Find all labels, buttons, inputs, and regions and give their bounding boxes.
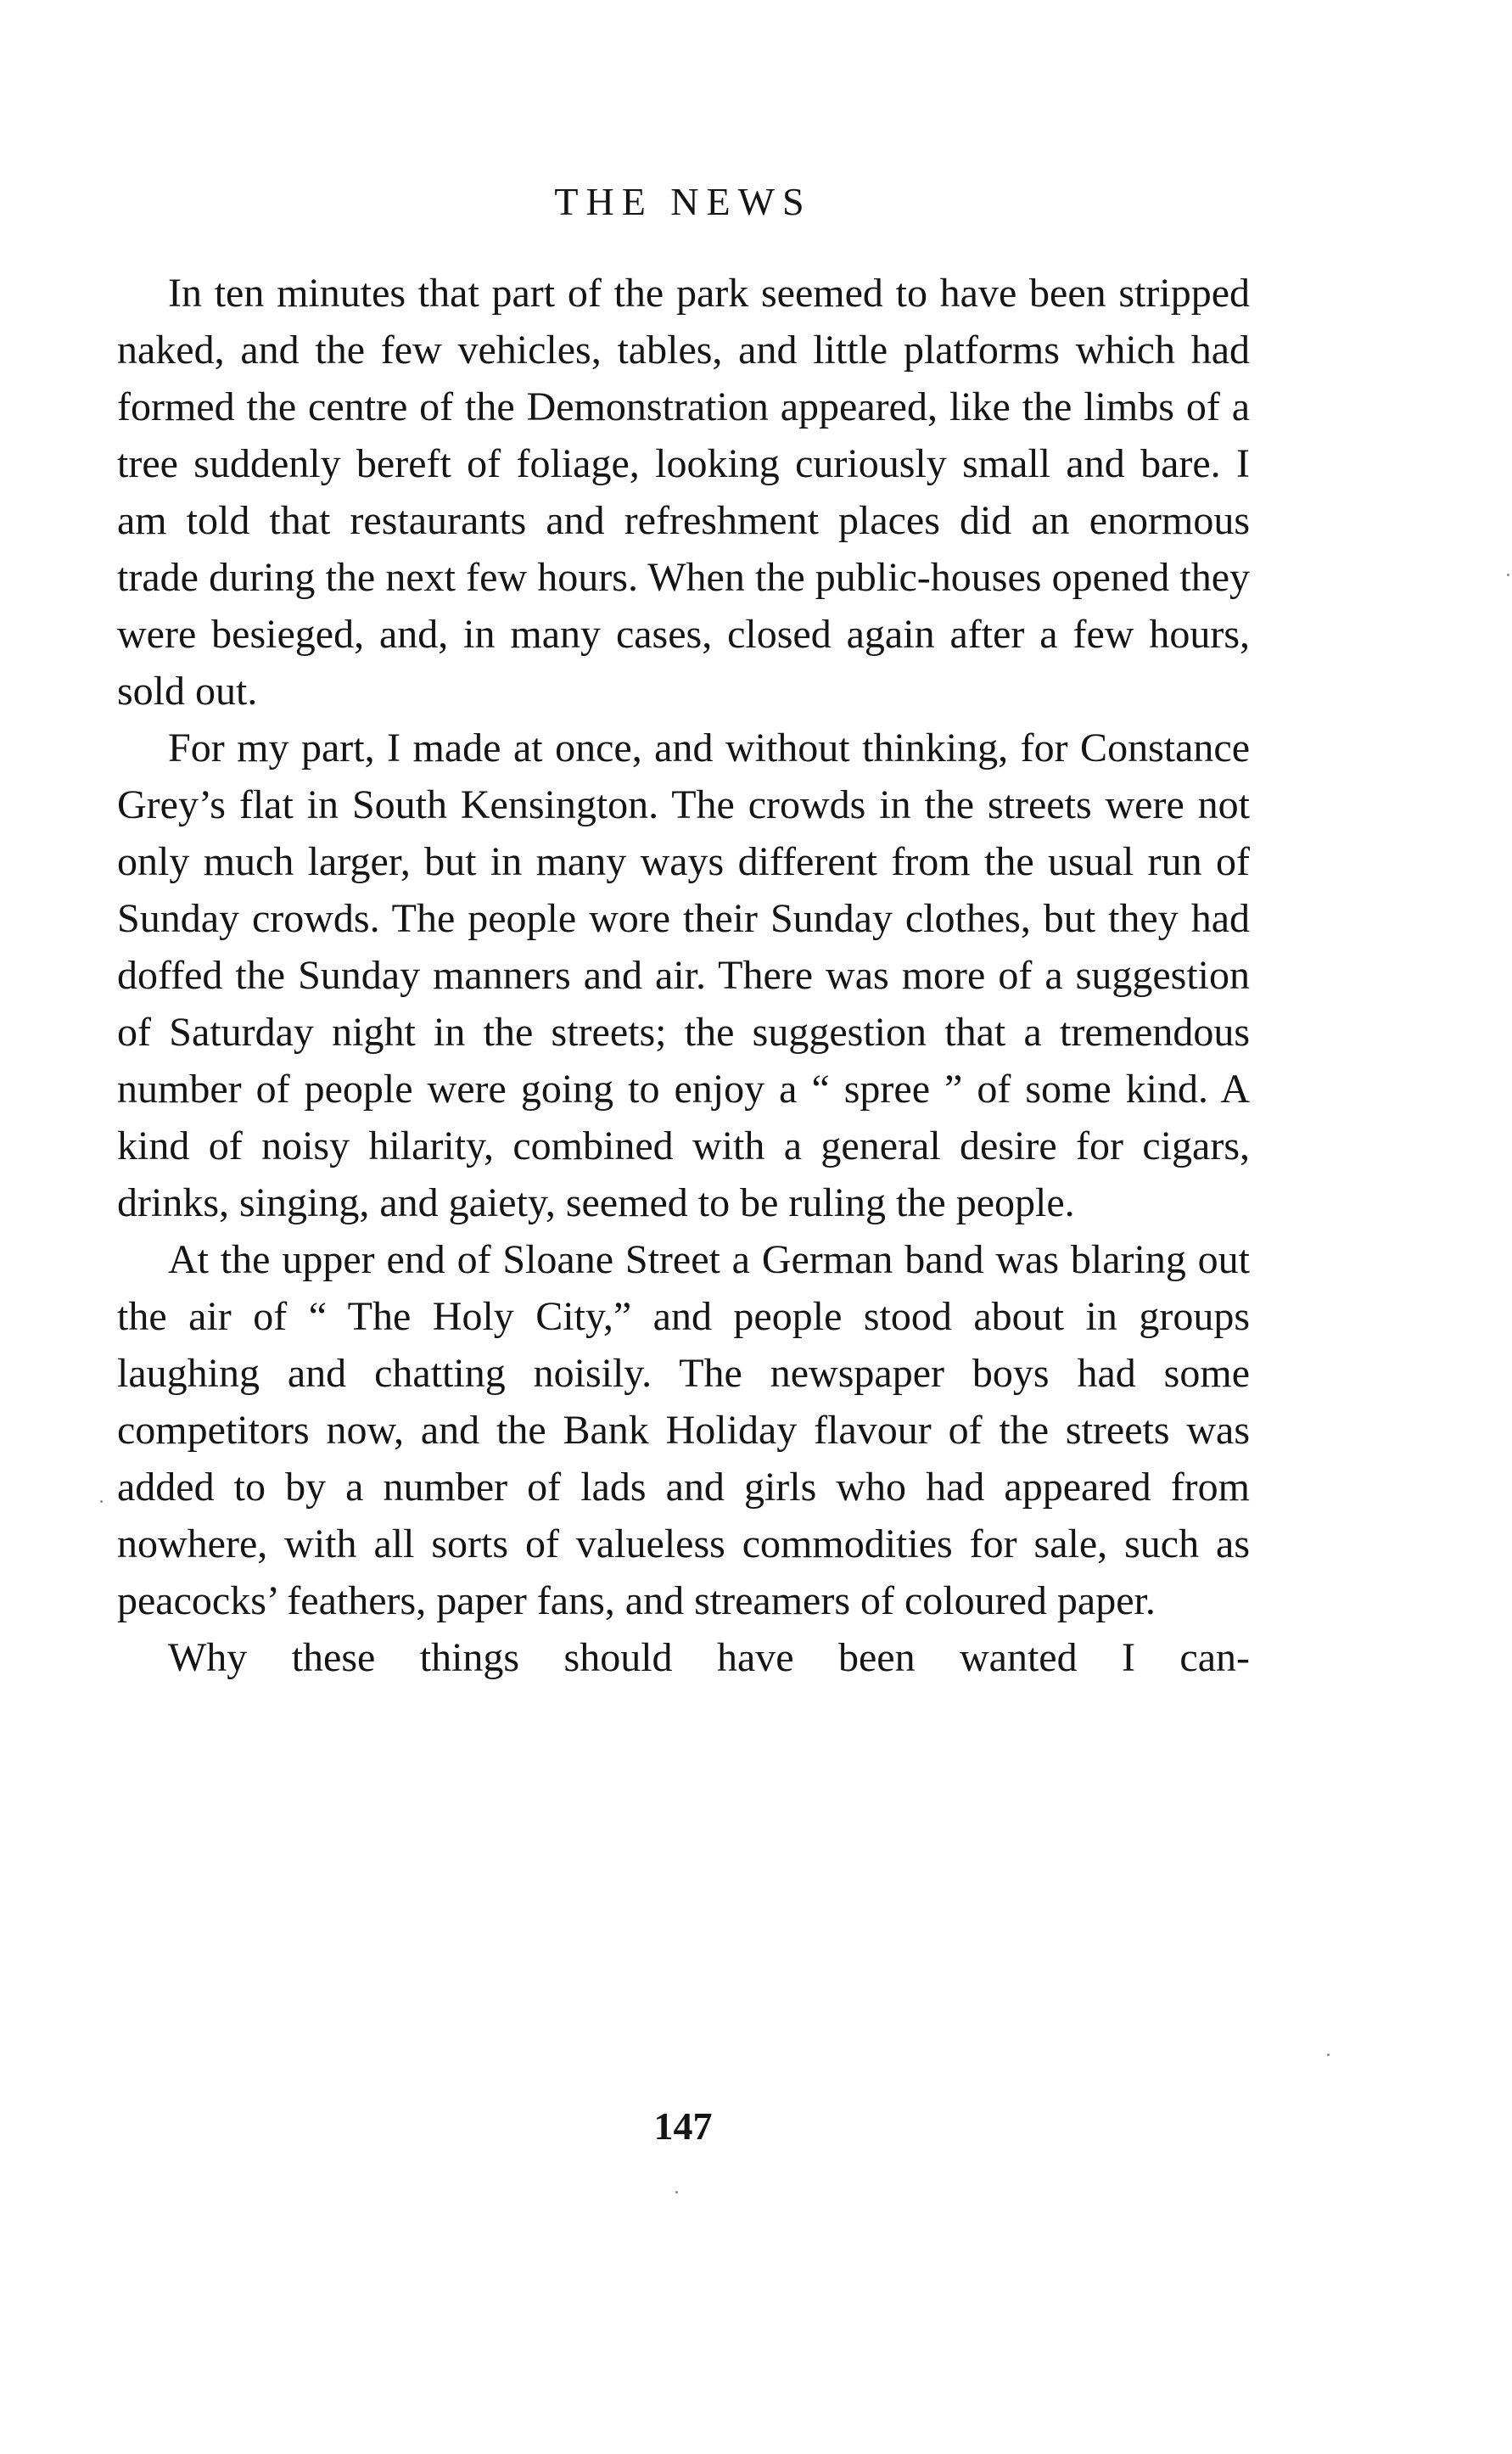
body-text (117, 265, 1250, 1686)
paragraph-3: At the upper end of Sloane Street a German band was blaring out the air of “ The Holy City,” and people stood about in groups laughing and chatting noisily. The newspaper boys had some competitors now, and the Bank Holiday flavour of the streets was added to by a number of lads and girls who had appeared from nowhere, with all sorts of valueless commodities for sale, such as peacocks’ feathers, paper fans, and streamers of coloured paper. (117, 1237, 1250, 1623)
paragraph-2: For my part, I made at once, and without thinking, for Constance Grey’s flat in South Kensington. The crowds in the streets were not only much larger, but in many ways different from the usual run of Sunday crowds. The people wore their Sunday clothes, but they had doffed the Sunday manners and air. There was more of a suggestion of Saturday night in the streets; the suggestion that a tremendous number of people were going to enjoy a “ spree ” of some kind. A kind of noisy hilarity, combined with a general desire for cigars, drinks, singing, and gaiety, seemed to be ruling the people. (117, 726, 1250, 1225)
scan-speck (1507, 574, 1509, 576)
paragraph-1: In ten minutes that part of the park seemed to have been stripped naked, and the few vehicles, tables, and little platforms which had formed the centre of the Demonstration appeared, like the limbs of a tree suddenly bereft of foliage, looking curiously small and bare. I am told that restaurants and refreshment places did an enormous trade during the next few hours. When the public-houses opened they were besieged, and, in many cases, closed again after a few hours, sold out. (117, 271, 1250, 714)
running-head: THE NEWS (554, 180, 812, 223)
paragraph-4: Why these things should have been wanted I can- (168, 1635, 1250, 1680)
scan-speck (100, 1500, 103, 1503)
scan-speck (675, 2191, 678, 2193)
page-number: 147 (653, 2104, 713, 2148)
scan-speck (1327, 2053, 1330, 2056)
